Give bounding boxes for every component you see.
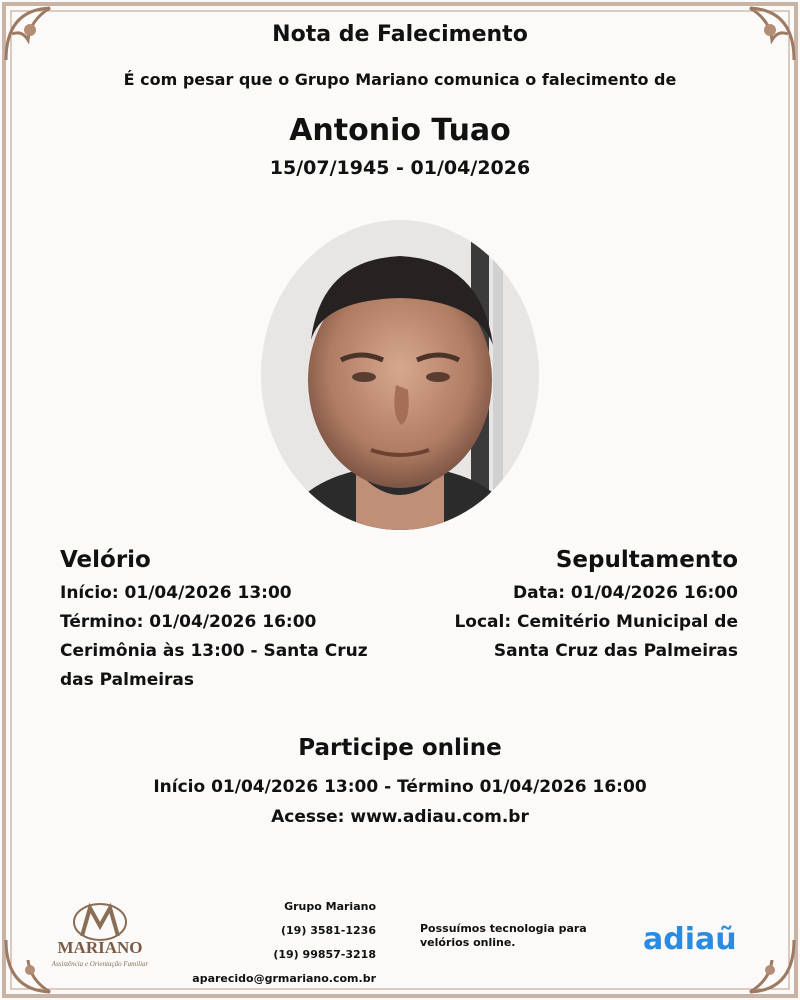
page-title: Nota de Falecimento <box>272 22 528 47</box>
velorio-end: Término: 01/04/2026 16:00 <box>60 612 317 632</box>
velorio-section <box>60 547 390 695</box>
sepultamento-heading: Sepultamento <box>555 547 738 573</box>
velorio-start: Início: 01/04/2026 13:00 <box>60 583 292 603</box>
velorio-ceremony-line1: Cerimônia às 13:00 - Santa Cruz <box>60 641 368 661</box>
mariano-logo-tagline: Assistência e Orientação Familiar <box>51 960 149 968</box>
intro-text: É com pesar que o Grupo Mariano comunica o falecimento de <box>123 70 677 89</box>
sepultamento-section <box>408 547 738 666</box>
portrait-photo <box>261 220 539 530</box>
sepultamento-date: Data: 01/04/2026 16:00 <box>513 583 738 603</box>
company-name: Grupo Mariano <box>284 900 376 913</box>
online-heading: Participe online <box>298 735 502 761</box>
phone-2[interactable]: (19) 99857-3218 <box>273 948 376 961</box>
life-dates: 15/07/1945 - 01/04/2026 <box>269 157 531 179</box>
sepultamento-place-line2: Santa Cruz das Palmeiras <box>493 641 738 661</box>
velorio-heading: Velório <box>60 547 151 573</box>
online-url-link[interactable]: Acesse: www.adiau.com.br <box>271 807 529 827</box>
contact-info <box>180 895 376 991</box>
online-times: Início 01/04/2026 13:00 - Término 01/04/2026 16:00 <box>153 777 647 797</box>
adiau-logo-text: adiaũ <box>643 922 737 957</box>
adiau-logo <box>640 915 760 960</box>
deceased-name: Antonio Tuao <box>289 113 511 148</box>
mariano-logo-text: MARIANO <box>57 938 143 957</box>
sepultamento-place-line1: Local: Cemitério Municipal de <box>454 612 738 632</box>
email-link[interactable]: aparecido@grmariano.com.br <box>192 972 376 985</box>
velorio-ceremony-line2: das Palmeiras <box>60 670 195 690</box>
phone-1[interactable]: (19) 3581-1236 <box>281 924 376 937</box>
mariano-logo <box>40 900 160 975</box>
tech-note: Possuímos tecnologia para velórios online. <box>420 922 587 949</box>
